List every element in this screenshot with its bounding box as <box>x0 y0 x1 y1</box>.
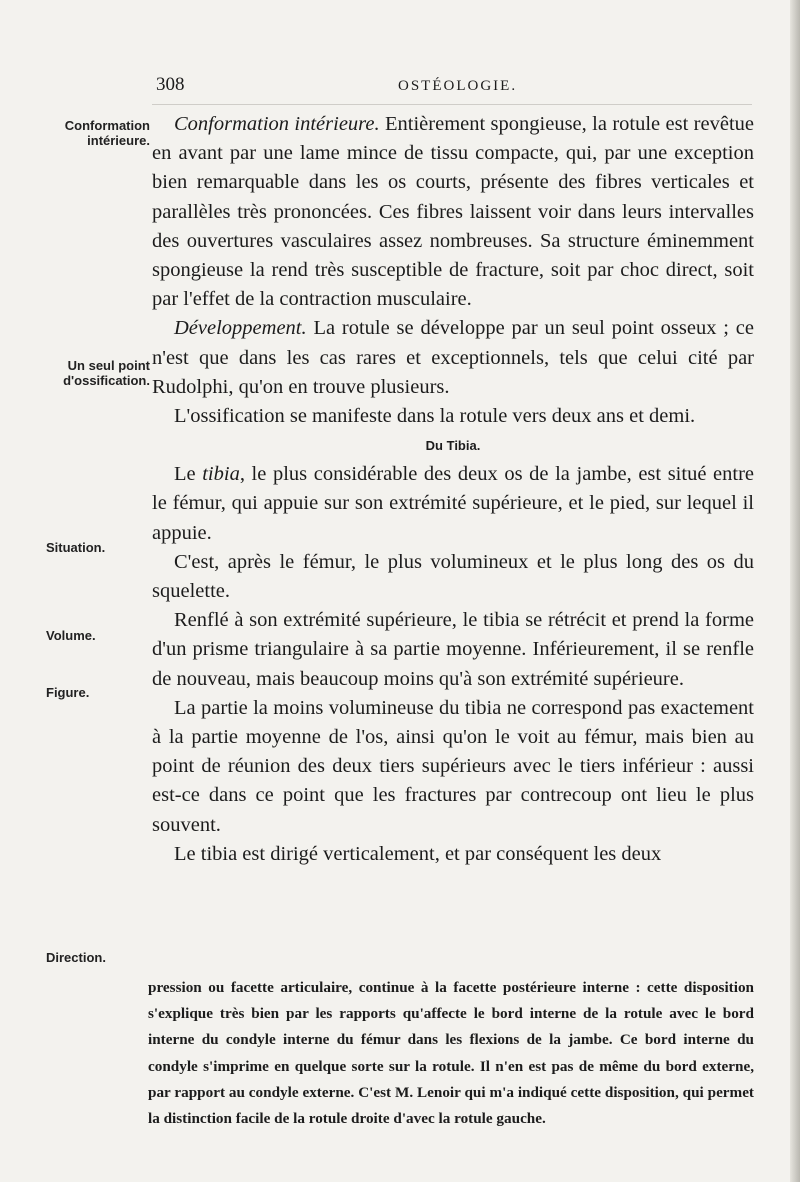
page-number: 308 <box>156 74 185 95</box>
margin-note-volume: Volume. <box>46 628 96 643</box>
footnote <box>148 975 754 1132</box>
paragraph-lead: Le <box>174 463 203 486</box>
paragraph-developpement <box>152 314 754 402</box>
paragraph-term: tibia <box>202 463 240 486</box>
paragraph-text: Entièrement spongieuse, la rotule est revêtue en avant par une lame mince de tissu compacte, qui, par une exception bien remarquable dans les os courts, présente des fibres verticales et parallèles très prononcées. Ces fibres laissent voir dans leurs intervalles des ouvertures vasculaires assez nombreuses. Sa structure éminemment spongieuse la rend très susceptible de fracture, soit par choc direct, soit par l'effet de la contraction musculaire. <box>152 113 754 311</box>
paragraph-situation <box>152 460 754 548</box>
section-heading: Du Tibia. <box>425 438 481 454</box>
page-edge <box>790 0 800 1182</box>
paragraph-conformation <box>152 110 754 314</box>
running-title: OSTÉOLOGIE. <box>398 78 518 94</box>
paragraph-volume: C'est, après le fémur, le plus volumineux et le plus long des os du squelette. <box>152 550 754 603</box>
margin-note-figure: Figure. <box>46 685 90 700</box>
header-rule <box>152 104 752 105</box>
margin-note-ossification: Un seul point d'ossification. <box>63 358 150 388</box>
paragraph-title: Développement. <box>174 317 307 340</box>
margin-note-conformation: Conformation intérieure. <box>64 118 150 148</box>
main-text <box>152 110 754 869</box>
margin-note-direction: Direction. <box>46 950 106 965</box>
paragraph-ossification: L'ossification se manifeste dans la rotule vers deux ans et demi. <box>174 405 696 428</box>
paragraph-direction: Le tibia est dirigé verticalement, et par conséquent les deux <box>174 842 662 865</box>
footnote-text: pression ou facette articulaire, continue à la facette postérieure interne : cette disposition s'explique très bien par les rapports qu'affecte le bord interne de la rotule avec le bord interne du condyle interne du fémur dans les flexions de la jambe. Ce bord interne du condyle s'imprime en quelque sorte sur la rotule. Il n'en est pas de même du bord externe, par rapport au condyle externe. C'est M. Lenoir qui m'a indiqué cette disposition, qui permet la distinction facile de la rotule droite d'avec la rotule gauche. <box>148 979 754 1128</box>
paragraph-text: , le plus considérable des deux os de la jambe, est situé entre le fémur, qui appuie sur son extrémité supérieure, et le pied, sur lequel il appuie. <box>152 463 755 544</box>
paragraph-text: La rotule se développe par un seul point osseux ; ce n'est que dans les cas rares et exceptionnels, tels que celui cité par Rudolphi, qu'on en trouve plusieurs. <box>152 317 754 398</box>
running-header <box>152 74 752 100</box>
paragraph-partie-moyenne: La partie la moins volumineuse du tibia ne correspond pas exactement à la partie moyenne de l'os, ainsi qu'on le voit au fémur, mais bien au point de réunion des deux tiers supérieurs avec le tiers inférieur : aussi est-ce dans ce point que les fractures par contrecoup ont lieu le plus souvent. <box>152 696 754 836</box>
paragraph-figure: Renflé à son extrémité supérieure, le tibia se rétrécit et prend la forme d'un prisme triangulaire à sa partie moyenne. Inférieurement, il se renfle de nouveau, mais beaucoup moins qu'à son extrémité supérieure. <box>152 609 754 690</box>
margin-note-situation: Situation. <box>46 540 106 555</box>
paragraph-title: Conformation intérieure. <box>174 113 380 135</box>
